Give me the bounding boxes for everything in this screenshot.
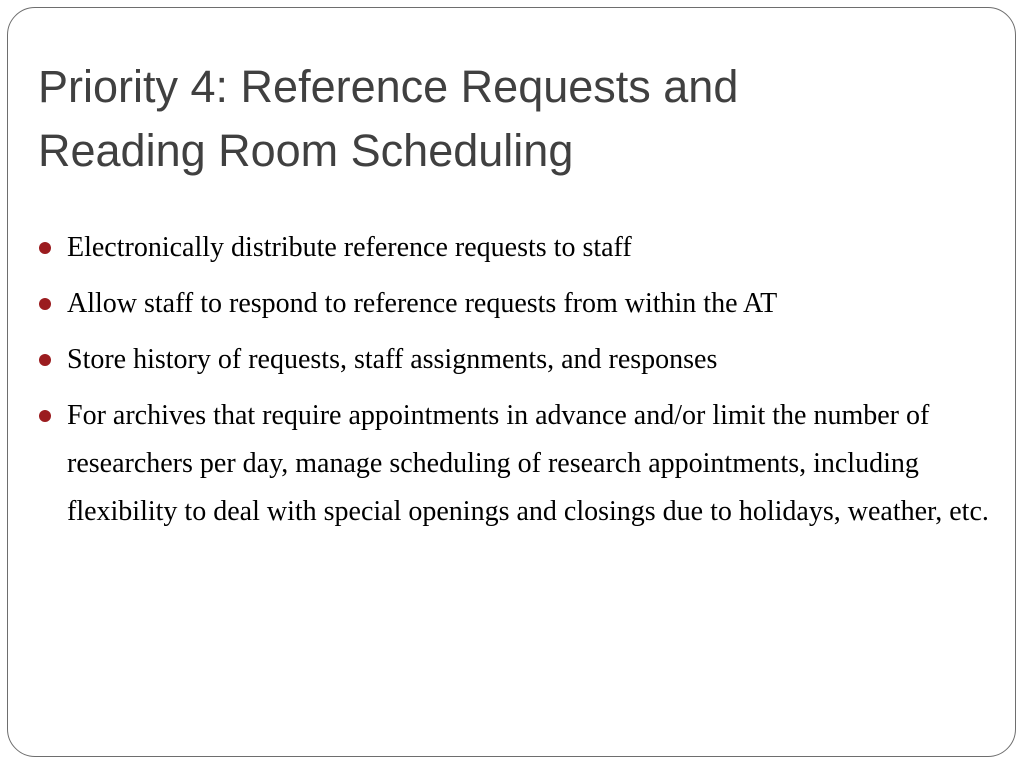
bullet-text: Store history of requests, staff assignments, and responses	[67, 344, 718, 375]
bullet-item	[38, 280, 998, 328]
bullet-text: Electronically distribute reference requests to staff	[67, 232, 632, 263]
slide-title-line-1: Priority 4: Reference Requests and	[38, 61, 739, 112]
bullet-list	[38, 224, 998, 544]
bullet-item	[38, 224, 998, 272]
bullet-dot-icon	[39, 410, 51, 422]
bullet-dot-icon	[39, 242, 51, 254]
bullet-text: For archives that require appointments in advance and/or limit the number of researchers per day, manage scheduling of research appointments, including flexibility to deal with special openings and closings due to holidays, weather, etc.	[67, 400, 989, 527]
bullet-dot-icon	[39, 298, 51, 310]
slide-frame	[7, 7, 1016, 757]
bullet-text: Allow staff to respond to reference requests from within the AT	[67, 288, 778, 319]
bullet-item	[38, 392, 998, 536]
bullet-dot-icon	[39, 354, 51, 366]
slide-title	[38, 55, 998, 183]
bullet-item	[38, 336, 998, 384]
slide-title-line-2: Reading Room Scheduling	[38, 125, 574, 176]
